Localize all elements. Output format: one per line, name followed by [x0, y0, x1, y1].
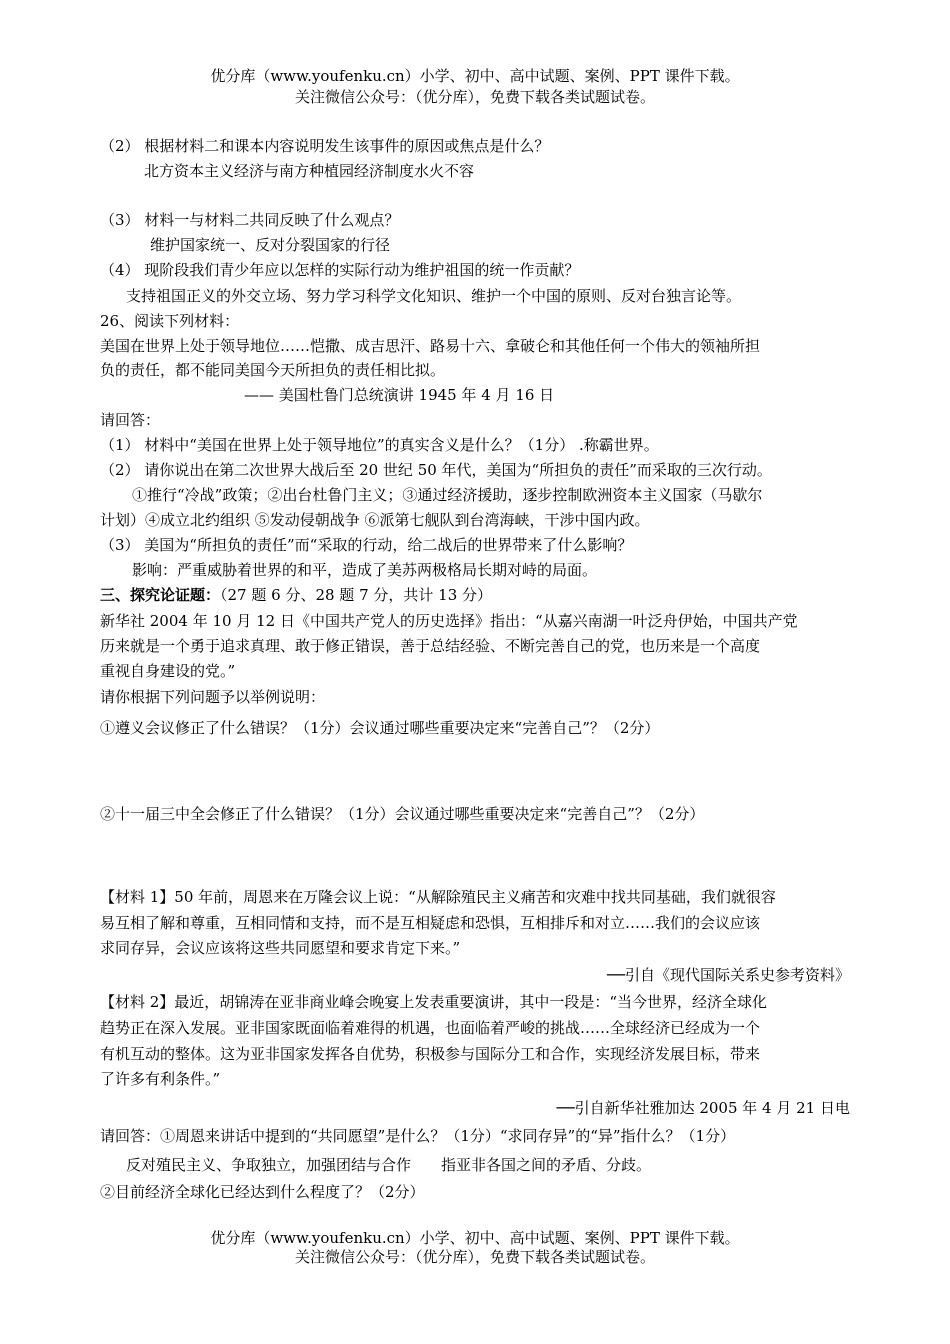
section-3-info: （27 题 6 分、28 题 7 分，共计 13 分） — [220, 586, 493, 604]
answer-4: 支持祖国正义的外交立场、努力学习科学文化知识、维护一个中国的原则、反对台独言论等。 — [126, 287, 742, 305]
material-2-line-2: 趋势正在深入发展。亚非国家既面临着难得的机遇，也面临着严峻的挑战……全球经济已经成为一个 — [100, 1019, 761, 1037]
question-26-title: 26、阅读下列材料： — [100, 312, 240, 330]
xinhua-line-1: 新华社 2004 年 10 月 12 日《中国共产党人的历史选择》指出：“从嘉兴南湖一叶泛舟伊始，中国共产党 — [100, 612, 798, 630]
question-3: （3） 材料一与材料二共同反映了什么观点？ — [100, 211, 400, 229]
header-line-2: 关注微信公众号：（优分库），免费下载各类试题试卷。 — [294, 88, 655, 106]
material-1-line-1: 【材料 1】50 年前，周恩来在万隆会议上说：“从解除殖民主义痛苦和灾难中找共同基础，我们就很容 — [100, 888, 776, 906]
q26-sub-3: （3） 美国为“所担负的责任”而“采取的行动，给二战后的世界带来了什么影响？ — [100, 536, 633, 554]
material-1-line-2: 易互相了解和尊重，互相同情和支持，而不是互相疑虑和恐惧，互相排斥和对立……我们的会议应该 — [100, 914, 761, 932]
q26-sub-3-answer: 影响：严重威胁着世界的和平，造成了美苏两极格局长期对峙的局面。 — [132, 561, 598, 579]
question-2: （2） 根据材料二和课本内容说明发生该事件的原因或焦点是什么？ — [100, 137, 550, 155]
material-2-line-1: 【材料 2】最近，胡锦涛在亚非商业峰会晚宴上发表重要演讲，其中一段是：“当今世界，经济全球化 — [100, 993, 767, 1011]
xinhua-line-2: 历来就是一个勇于追求真理、敢于修正错误，善于总结经验、不断完善自己的党，也历来是一个高度 — [100, 637, 761, 655]
material-2-source: ──引自新华社雅加达 2005 年 4 月 21 日电 — [556, 1099, 850, 1117]
q26-material-line-1: 美国在世界上处于领导地位……恺撒、成吉思汗、路易十六、拿破仑和其他任何一个伟大的领袖所担 — [100, 337, 761, 355]
plenum-question: ②十一届三中全会修正了什么错误？（1分）会议通过哪些重要决定来“完善自己”？（2分） — [100, 805, 705, 823]
q26-ask: 请回答： — [100, 411, 161, 429]
zunyi-question: ①遵义会议修正了什么错误？（1分）会议通过哪些重要决定来“完善自己”？（2分） — [100, 719, 660, 737]
material-1-source: ──引自《现代国际关系史参考资料》 — [606, 966, 850, 984]
final-question: 请回答：①周恩来讲话中提到的“共同愿望”是什么？（1分）“求同存异”的“异”指什么？（1分） — [100, 1127, 736, 1145]
footer-line-1: 优分库（www.youfenku.cn）小学、初中、高中试题、案例、PPT 课件下载。 — [210, 1229, 740, 1247]
ask-example: 请你根据下列问题予以举例说明： — [100, 688, 326, 706]
q26-sub-2-answer-line-1: ①推行“冷战”政策；②出台杜鲁门主义；③通过经济援助，逐步控制欧洲资本主义国家（马歇尔 — [132, 486, 763, 504]
q26-sub-2: （2） 请你说出在第二次世界大战后至 20 世纪 50 年代，美国为“所担负的责任”而采取的三次行动。 — [100, 461, 772, 479]
header-line-1: 优分库（www.youfenku.cn）小学、初中、高中试题、案例、PPT 课件下载。 — [210, 67, 740, 85]
globalization-question: ②目前经济全球化已经达到什么程度了？（2分） — [100, 1183, 425, 1201]
material-2-line-4: 了许多有利条件。” — [100, 1070, 221, 1088]
material-2-line-3: 有机互动的整体。这为亚非国家发挥各自优势，积极参与国际分工和合作，实现经济发展目标，带来 — [100, 1045, 761, 1063]
q26-sub-2-answer-line-2: 计划）④成立北约组织 ⑤发动侵朝战争 ⑥派第七舰队到台湾海峡，干涉中国内政。 — [100, 511, 650, 529]
section-3-label: 三、探究论证题： — [100, 586, 221, 604]
q26-material-line-2: 负的责任，都不能同美国今天所担负的责任相比拟。 — [100, 361, 446, 379]
section-3-heading — [100, 585, 492, 605]
q26-sub-1: （1） 材料中“美国在世界上处于领导地位”的真实含义是什么？（1分） .称霸世界。 — [100, 436, 659, 454]
q26-source: —— 美国杜鲁门总统演讲 1945 年 4 月 16 日 — [244, 386, 555, 404]
xinhua-line-3: 重视自身建设的党。” — [100, 662, 236, 680]
final-answer: 反对殖民主义、争取独立，加强团结与合作 指亚非各国之间的矛盾、分歧。 — [126, 1156, 652, 1174]
answer-3: 维护国家统一、反对分裂国家的行径 — [150, 236, 391, 254]
answer-2: 北方资本主义经济与南方种植园经济制度水火不容 — [144, 162, 475, 180]
question-4: （4） 现阶段我们青少年应以怎样的实际行动为维护祖国的统一作贡献？ — [100, 261, 580, 279]
footer-line-2: 关注微信公众号：（优分库），免费下载各类试题试卷。 — [294, 1248, 655, 1266]
material-1-line-3: 求同存异，会议应该将这些共同愿望和要求肯定下来。” — [100, 939, 461, 957]
